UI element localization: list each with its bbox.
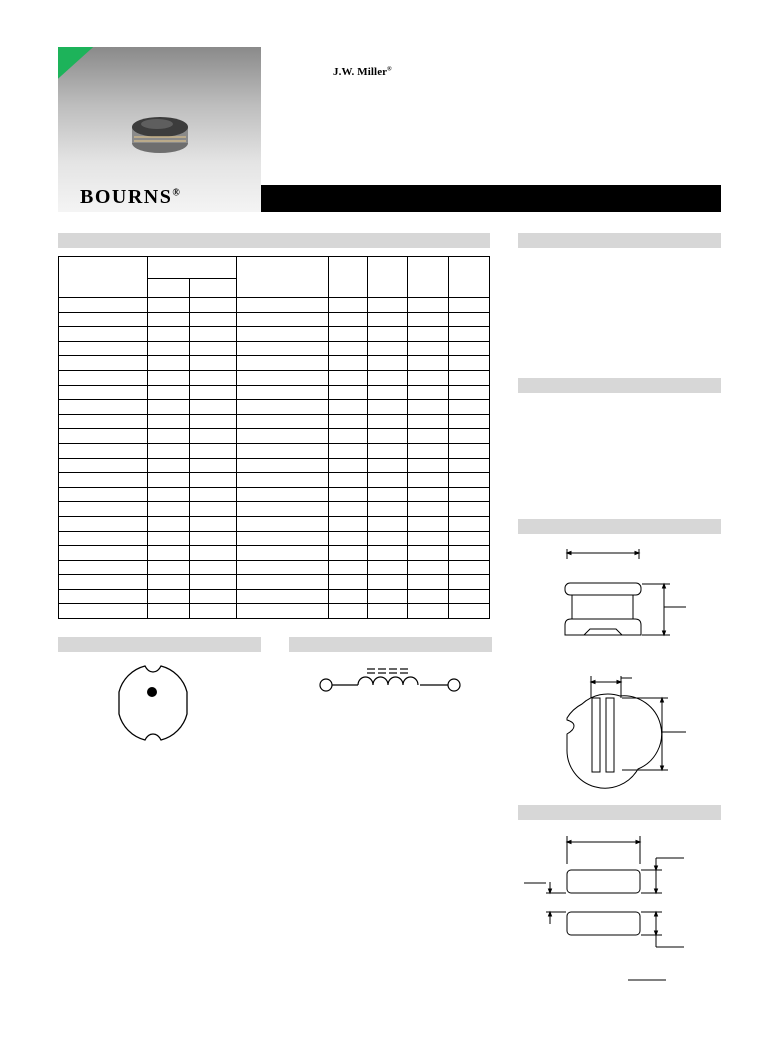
table-cell	[189, 575, 236, 590]
table-cell	[449, 429, 490, 444]
table-cell	[408, 473, 449, 488]
table-cell	[59, 473, 148, 488]
table-cell	[189, 589, 236, 604]
table-row	[59, 604, 490, 619]
table-cell	[147, 414, 189, 429]
table-cell	[408, 370, 449, 385]
table-cell	[59, 400, 148, 415]
table-cell	[329, 487, 368, 502]
table-cell	[368, 443, 408, 458]
table-cell	[408, 575, 449, 590]
bourns-logo: BOURNS®	[80, 186, 180, 208]
table-cell	[147, 458, 189, 473]
inductor-side-view-icon	[558, 545, 693, 640]
table-cell	[189, 341, 236, 356]
table-cell	[329, 400, 368, 415]
brand-name: J.W. Miller®	[333, 66, 392, 78]
table-cell	[449, 487, 490, 502]
table-cell	[408, 502, 449, 517]
table-cell	[59, 560, 148, 575]
table-cell	[368, 604, 408, 619]
table-cell	[236, 298, 329, 313]
header-cell-part-number	[59, 257, 148, 298]
table-cell	[368, 516, 408, 531]
table-cell	[449, 604, 490, 619]
table-cell	[59, 298, 148, 313]
inductor-photo-icon	[130, 109, 190, 159]
table-row	[59, 487, 490, 502]
table-cell	[189, 516, 236, 531]
table-cell	[329, 575, 368, 590]
title-bar	[261, 185, 721, 212]
table-cell	[368, 546, 408, 561]
table-cell	[368, 298, 408, 313]
table-cell	[59, 458, 148, 473]
table-cell	[236, 356, 329, 371]
table-cell	[449, 575, 490, 590]
table-cell	[147, 341, 189, 356]
table-cell	[408, 443, 449, 458]
table-cell	[189, 443, 236, 458]
table-cell	[368, 400, 408, 415]
section-bar-pad-layout	[518, 805, 721, 820]
table-cell	[236, 458, 329, 473]
table-cell	[368, 385, 408, 400]
inductor-schematic-icon	[318, 664, 463, 700]
table-cell	[59, 487, 148, 502]
table-cell	[408, 400, 449, 415]
table-cell	[147, 589, 189, 604]
inductor-dimension-view-icon	[562, 674, 690, 774]
table-cell	[236, 560, 329, 575]
table-cell	[236, 370, 329, 385]
table-cell	[236, 604, 329, 619]
table-cell	[59, 516, 148, 531]
table-row	[59, 502, 490, 517]
table-cell	[408, 429, 449, 444]
table-cell	[236, 575, 329, 590]
table-cell	[449, 385, 490, 400]
table-cell	[189, 429, 236, 444]
table-cell	[368, 473, 408, 488]
table-cell	[59, 327, 148, 342]
table-cell	[408, 341, 449, 356]
table-cell	[189, 414, 236, 429]
table-cell	[329, 531, 368, 546]
table-cell	[236, 400, 329, 415]
table-cell	[236, 341, 329, 356]
table-cell	[368, 575, 408, 590]
table-cell	[449, 298, 490, 313]
table-cell	[449, 458, 490, 473]
section-bar-specifications	[58, 233, 490, 248]
section-bar-top-view	[58, 637, 261, 652]
table-cell	[329, 589, 368, 604]
table-cell	[408, 560, 449, 575]
table-cell	[189, 502, 236, 517]
table-cell	[236, 443, 329, 458]
header-cell-col8	[449, 257, 490, 298]
table-row	[59, 575, 490, 590]
table-cell	[329, 473, 368, 488]
table-cell	[147, 370, 189, 385]
table-cell	[408, 604, 449, 619]
table-cell	[189, 356, 236, 371]
table-cell	[449, 443, 490, 458]
table-cell	[368, 414, 408, 429]
table-row	[59, 443, 490, 458]
table-cell	[368, 458, 408, 473]
table-cell	[59, 502, 148, 517]
table-cell	[408, 414, 449, 429]
section-bar-product-dimensions	[518, 519, 721, 534]
table-cell	[368, 487, 408, 502]
table-cell	[189, 400, 236, 415]
table-cell	[147, 312, 189, 327]
table-cell	[189, 312, 236, 327]
table-cell	[408, 546, 449, 561]
table-cell	[236, 589, 329, 604]
table-cell	[449, 560, 490, 575]
table-cell	[59, 370, 148, 385]
pad-layout-icon	[522, 834, 690, 984]
table-cell	[147, 487, 189, 502]
table-row	[59, 531, 490, 546]
table-row	[59, 516, 490, 531]
specification-table-body	[59, 298, 490, 619]
table-cell	[368, 560, 408, 575]
table-row	[59, 560, 490, 575]
table-row	[59, 414, 490, 429]
table-cell	[236, 429, 329, 444]
section-bar-applications	[518, 378, 721, 393]
table-cell	[59, 429, 148, 444]
table-cell	[59, 531, 148, 546]
table-cell	[368, 502, 408, 517]
header-cell-test-frequency	[236, 257, 329, 298]
table-cell	[408, 516, 449, 531]
table-cell	[408, 327, 449, 342]
table-cell	[147, 385, 189, 400]
section-bar-schematic	[289, 637, 492, 652]
table-cell	[189, 604, 236, 619]
table-cell	[329, 312, 368, 327]
header-subcell-b	[189, 279, 236, 298]
table-cell	[368, 531, 408, 546]
table-cell	[449, 400, 490, 415]
table-cell	[147, 429, 189, 444]
table-cell	[368, 589, 408, 604]
header-cell-col6	[368, 257, 408, 298]
table-cell	[368, 312, 408, 327]
table-cell	[408, 298, 449, 313]
table-cell	[147, 516, 189, 531]
table-cell	[408, 487, 449, 502]
table-cell	[189, 487, 236, 502]
table-cell	[147, 327, 189, 342]
table-row	[59, 400, 490, 415]
table-cell	[449, 502, 490, 517]
table-row	[59, 473, 490, 488]
table-cell	[236, 385, 329, 400]
table-cell	[147, 356, 189, 371]
table-cell	[147, 546, 189, 561]
table-cell	[189, 370, 236, 385]
table-cell	[147, 604, 189, 619]
table-cell	[329, 327, 368, 342]
table-cell	[147, 575, 189, 590]
table-cell	[449, 546, 490, 561]
table-cell	[449, 473, 490, 488]
table-cell	[236, 473, 329, 488]
table-cell	[449, 327, 490, 342]
header-subcell-a	[147, 279, 189, 298]
table-row	[59, 356, 490, 371]
table-cell	[59, 414, 148, 429]
table-cell	[329, 502, 368, 517]
table-cell	[236, 312, 329, 327]
table-cell	[59, 341, 148, 356]
table-row	[59, 341, 490, 356]
header-cell-col5	[329, 257, 368, 298]
table-cell	[59, 356, 148, 371]
table-cell	[329, 414, 368, 429]
table-cell	[449, 589, 490, 604]
table-cell	[368, 356, 408, 371]
header-cell-inductance	[147, 257, 236, 279]
table-cell	[329, 341, 368, 356]
inductor-top-view-icon	[115, 662, 191, 746]
table-cell	[236, 487, 329, 502]
table-cell	[329, 370, 368, 385]
table-cell	[449, 341, 490, 356]
table-row	[59, 429, 490, 444]
table-cell	[59, 546, 148, 561]
table-cell	[408, 531, 449, 546]
table-cell	[329, 356, 368, 371]
table-cell	[368, 370, 408, 385]
table-cell	[189, 458, 236, 473]
green-accent-stripe	[58, 47, 214, 112]
table-cell	[236, 327, 329, 342]
table-cell	[449, 370, 490, 385]
table-cell	[147, 473, 189, 488]
table-cell	[329, 516, 368, 531]
table-row	[59, 546, 490, 561]
table-cell	[449, 312, 490, 327]
table-cell	[189, 473, 236, 488]
table-cell	[147, 560, 189, 575]
table-cell	[147, 298, 189, 313]
table-cell	[236, 516, 329, 531]
table-cell	[236, 502, 329, 517]
table-cell	[329, 385, 368, 400]
table-cell	[408, 385, 449, 400]
table-cell	[449, 531, 490, 546]
table-cell	[59, 443, 148, 458]
table-cell	[408, 312, 449, 327]
table-cell	[329, 458, 368, 473]
table-cell	[449, 414, 490, 429]
table-row	[59, 370, 490, 385]
table-cell	[189, 531, 236, 546]
table-cell	[368, 327, 408, 342]
table-cell	[236, 531, 329, 546]
table-cell	[329, 443, 368, 458]
table-cell	[189, 546, 236, 561]
header-cell-col7	[408, 257, 449, 298]
table-cell	[59, 385, 148, 400]
table-cell	[408, 589, 449, 604]
table-cell	[147, 443, 189, 458]
table-cell	[59, 312, 148, 327]
table-cell	[189, 298, 236, 313]
table-cell	[59, 589, 148, 604]
table-row	[59, 589, 490, 604]
table-cell	[147, 502, 189, 517]
table-cell	[408, 356, 449, 371]
table-cell	[59, 575, 148, 590]
table-cell	[189, 327, 236, 342]
table-cell	[236, 414, 329, 429]
table-cell	[329, 560, 368, 575]
specification-table	[58, 256, 490, 619]
table-cell	[368, 429, 408, 444]
table-row	[59, 312, 490, 327]
table-cell	[368, 341, 408, 356]
table-cell	[189, 560, 236, 575]
table-cell	[449, 356, 490, 371]
table-cell	[59, 604, 148, 619]
table-row	[59, 458, 490, 473]
table-cell	[329, 298, 368, 313]
table-cell	[236, 546, 329, 561]
table-row	[59, 298, 490, 313]
table-row	[59, 327, 490, 342]
table-cell	[147, 531, 189, 546]
section-bar-features	[518, 233, 721, 248]
table-cell	[189, 385, 236, 400]
table-cell	[329, 429, 368, 444]
table-cell	[408, 458, 449, 473]
table-cell	[329, 546, 368, 561]
table-cell	[329, 604, 368, 619]
table-row	[59, 385, 490, 400]
table-cell	[147, 400, 189, 415]
table-cell	[449, 516, 490, 531]
